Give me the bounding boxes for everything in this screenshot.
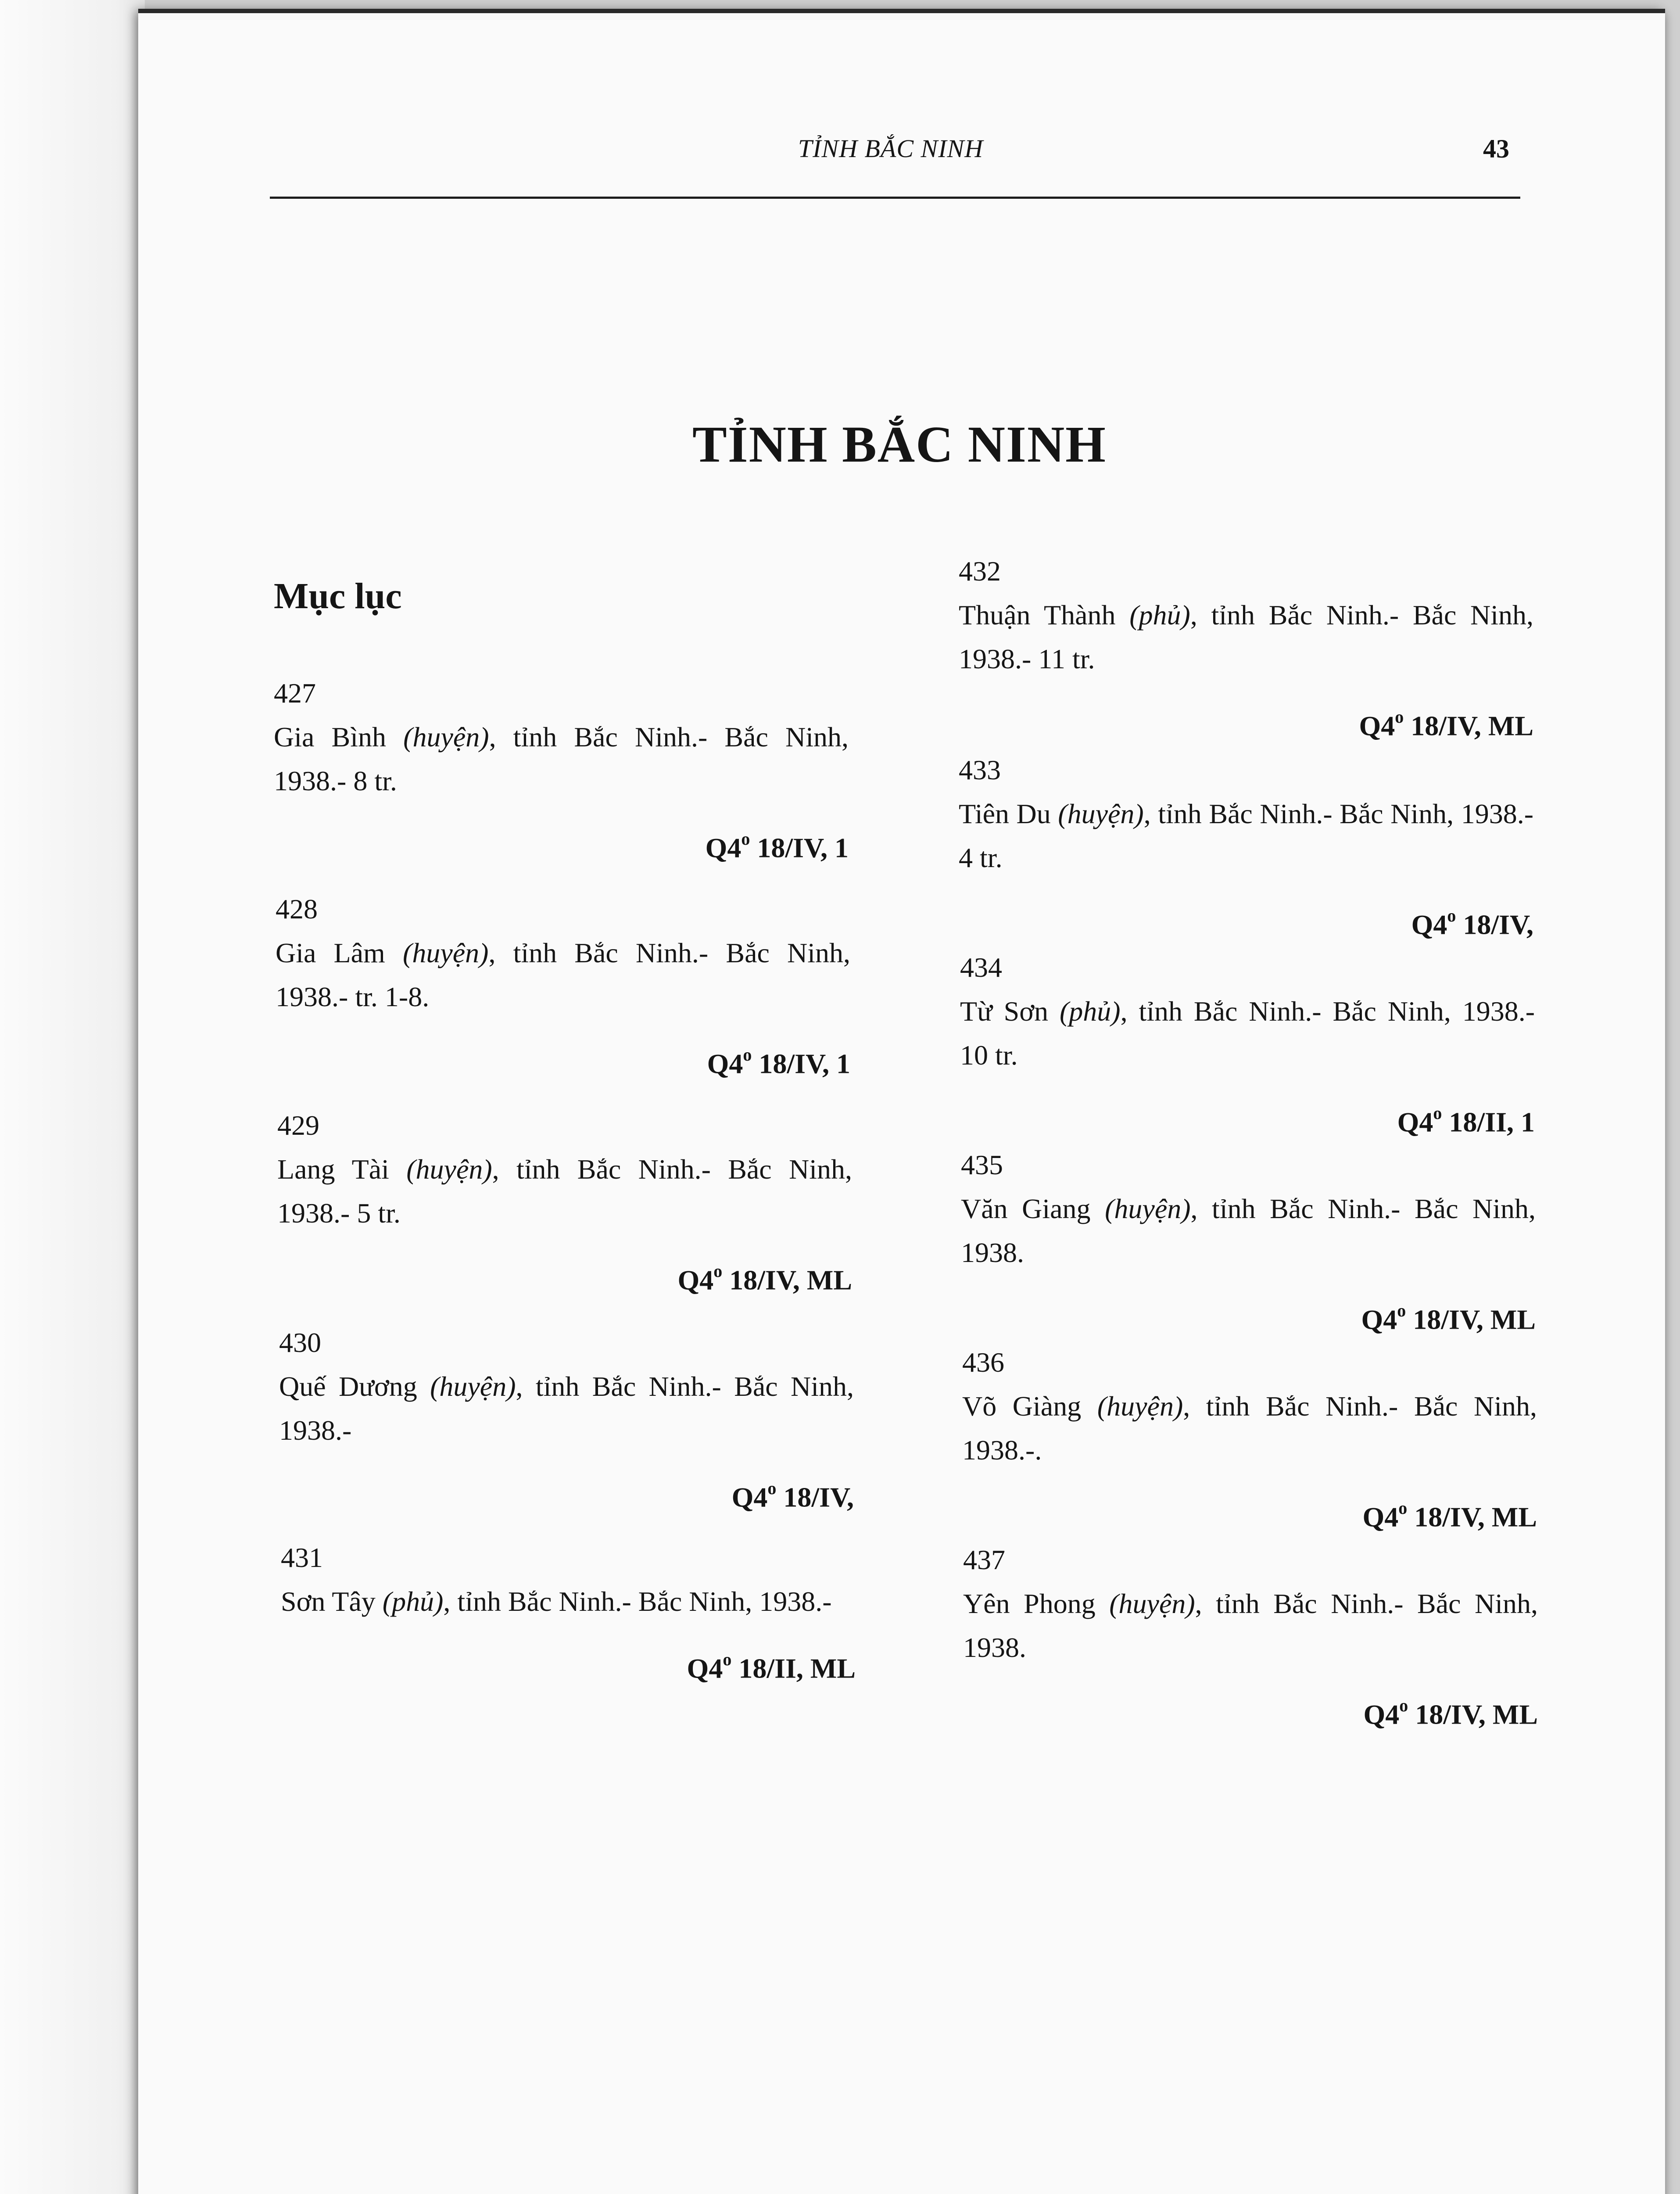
catalog-entry-433 <box>959 748 1533 946</box>
entry-call-number: Q4$^o$ 18/II, ML <box>687 1649 856 1684</box>
entry-description: Quế Dương (huyện), tỉnh Bắc Ninh.- Bắc Ninh, 1938.- <box>279 1371 854 1446</box>
entry-description: Võ Giàng (huyện), tỉnh Bắc Ninh.- Bắc Ninh, 1938.-. <box>962 1391 1537 1466</box>
catalog-entry-437 <box>963 1538 1538 1736</box>
entry-description: Gia Lâm (huyện), tỉnh Bắc Ninh.- Bắc Ninh, 1938.- tr. 1-8. <box>276 937 851 1012</box>
entry-call-number: Q4$^o$ 18/IV, ML <box>1363 1696 1538 1730</box>
entry-call-number: Q4$^o$ 18/II, 1 <box>1397 1103 1535 1138</box>
entry-number: 434 <box>960 952 1002 983</box>
entry-description: Yên Phong (huyện), tỉnh Bắc Ninh.- Bắc Ninh, 1938. <box>963 1588 1538 1663</box>
entry-call-number: Q4$^o$ 18/IV, 1 <box>707 1045 850 1079</box>
entry-call-number: Q4$^o$ 18/IV, ML <box>1361 1301 1536 1335</box>
entry-description: Tiên Du (huyện), tỉnh Bắc Ninh.- Bắc Ninh, 1938.- 4 tr. <box>959 798 1533 873</box>
entry-description: Gia Bình (huyện), tỉnh Bắc Ninh.- Bắc Ninh, 1938.- 8 tr. <box>274 721 849 796</box>
entry-call-number: Q4$^o$ 18/IV, ML <box>1359 707 1533 742</box>
entry-number: 429 <box>277 1110 319 1141</box>
chapter-title: TỈNH BẮC NINH <box>692 416 1107 473</box>
catalog-entry-436 <box>962 1341 1537 1539</box>
catalog-entry-432 <box>959 549 1533 748</box>
entry-number: 428 <box>276 893 318 925</box>
entry-call-number: Q4$^o$ 18/IV, ML <box>1362 1498 1537 1533</box>
catalog-entry-429 <box>277 1104 852 1302</box>
catalog-entry-434 <box>960 946 1535 1144</box>
entry-call-number: Q4$^o$ 18/IV, 1 <box>705 829 849 864</box>
entry-call-number: Q4$^o$ 18/IV, ML <box>677 1261 852 1296</box>
page-number: 43 <box>1483 134 1509 163</box>
facing-page-edge <box>0 0 145 2194</box>
catalog-entry-431 <box>281 1536 856 1690</box>
entry-number: 437 <box>963 1544 1005 1575</box>
entry-description: Sơn Tây (phủ), tỉnh Bắc Ninh.- Bắc Ninh, 1938.- <box>281 1586 832 1617</box>
entry-number: 430 <box>279 1327 321 1358</box>
entry-number: 433 <box>959 754 1001 785</box>
catalog-entry-427 <box>274 671 849 870</box>
header-rule <box>270 197 1520 199</box>
catalog-entry-428 <box>276 887 850 1086</box>
entry-call-number: Q4$^o$ 18/IV, <box>1411 906 1533 940</box>
entry-description: Từ Sơn (phủ), tỉnh Bắc Ninh.- Bắc Ninh, 1938.- 10 tr. <box>960 996 1535 1071</box>
entry-number: 431 <box>281 1542 323 1573</box>
entry-number: 435 <box>961 1149 1003 1180</box>
running-header-title: TỈNH BẮC NINH <box>798 134 984 163</box>
entry-description: Thuận Thành (phủ), tỉnh Bắc Ninh.- Bắc Ninh, 1938.- 11 tr. <box>959 599 1534 674</box>
entry-number: 436 <box>962 1347 1004 1378</box>
entry-description: Văn Giang (huyện), tỉnh Bắc Ninh.- Bắc Ninh, 1938. <box>961 1193 1536 1268</box>
entry-description: Lang Tài (huyện), tỉnh Bắc Ninh.- Bắc Ninh, 1938.- 5 tr. <box>277 1154 853 1229</box>
catalog-entry-435 <box>961 1143 1536 1341</box>
entry-number: 427 <box>274 678 316 709</box>
catalog-entry-430 <box>279 1321 854 1519</box>
section-heading: Mục lục <box>274 576 402 617</box>
entry-number: 432 <box>959 556 1001 587</box>
entry-call-number: Q4$^o$ 18/IV, <box>731 1478 854 1513</box>
